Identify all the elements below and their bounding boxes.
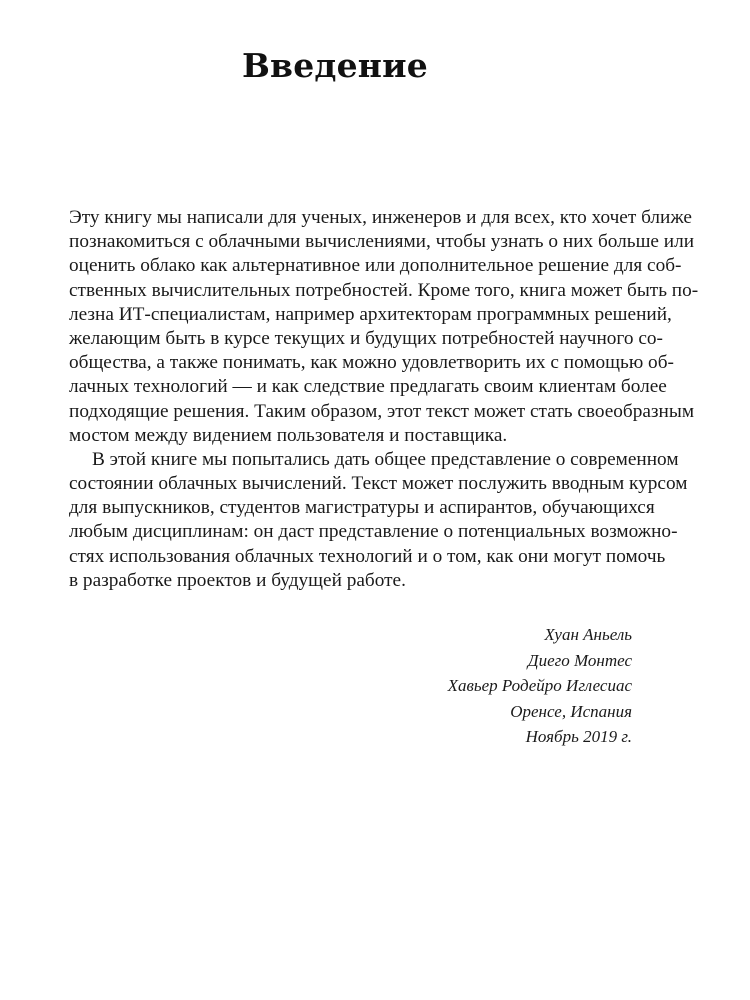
text-line: мостом между видением пользователя и поставщика. xyxy=(69,424,508,446)
text-line: стях использования облачных технологий и о том, как они могут помочь xyxy=(69,545,666,567)
author-name: Диего Монтес xyxy=(527,650,632,670)
paragraph-2 xyxy=(69,448,688,593)
paragraph-1 xyxy=(69,206,699,448)
author-name: Хуан Аньель xyxy=(544,625,632,644)
text-line: ственных вычислительных потребностей. Кроме того, книга может быть по- xyxy=(69,279,699,301)
text-line: лачных технологий — и как следствие предлагать своим клиентам более xyxy=(69,376,667,398)
signature-date: Ноябрь 2019 г. xyxy=(525,727,632,746)
text-line: лезна ИТ-специалистам, например архитекторам программных решений, xyxy=(69,303,672,325)
text-line: подходящие решения. Таким образом, этот текст может стать своеобразным xyxy=(69,400,695,422)
text-line: в разработке проектов и будущей работе. xyxy=(69,569,406,591)
text-line: оценить облако как альтернативное или дополнительное решение для соб- xyxy=(69,255,682,277)
text-line: состоянии облачных вычислений. Текст может послужить вводным курсом xyxy=(69,473,688,495)
author-name: Хавьер Родейро Иглесиас xyxy=(447,676,632,695)
text-line: общества, а также понимать, как можно удовлетворить их с помощью об- xyxy=(69,352,674,374)
text-line: желающим быть в курсе текущих и будущих потребностей научного со- xyxy=(69,327,663,349)
text-line: Эту книгу мы написали для ученых, инженеров и для всех, кто хочет ближе xyxy=(69,207,692,228)
text-line: познакомиться с облачными вычислениями, чтобы узнать о них больше или xyxy=(69,231,695,253)
text-line: В этой книге мы попытались дать общее представление о современном xyxy=(92,448,679,470)
signature-location: Оренсе, Испания xyxy=(510,701,632,721)
text-line: для выпускников, студентов магистратуры и аспирантов, обучающихся xyxy=(69,497,655,519)
page-title: Введение xyxy=(241,46,429,85)
text-line: любым дисциплинам: он даст представление о потенциальных возможно- xyxy=(69,521,678,543)
signature-block xyxy=(448,622,632,750)
body-text xyxy=(69,206,699,593)
